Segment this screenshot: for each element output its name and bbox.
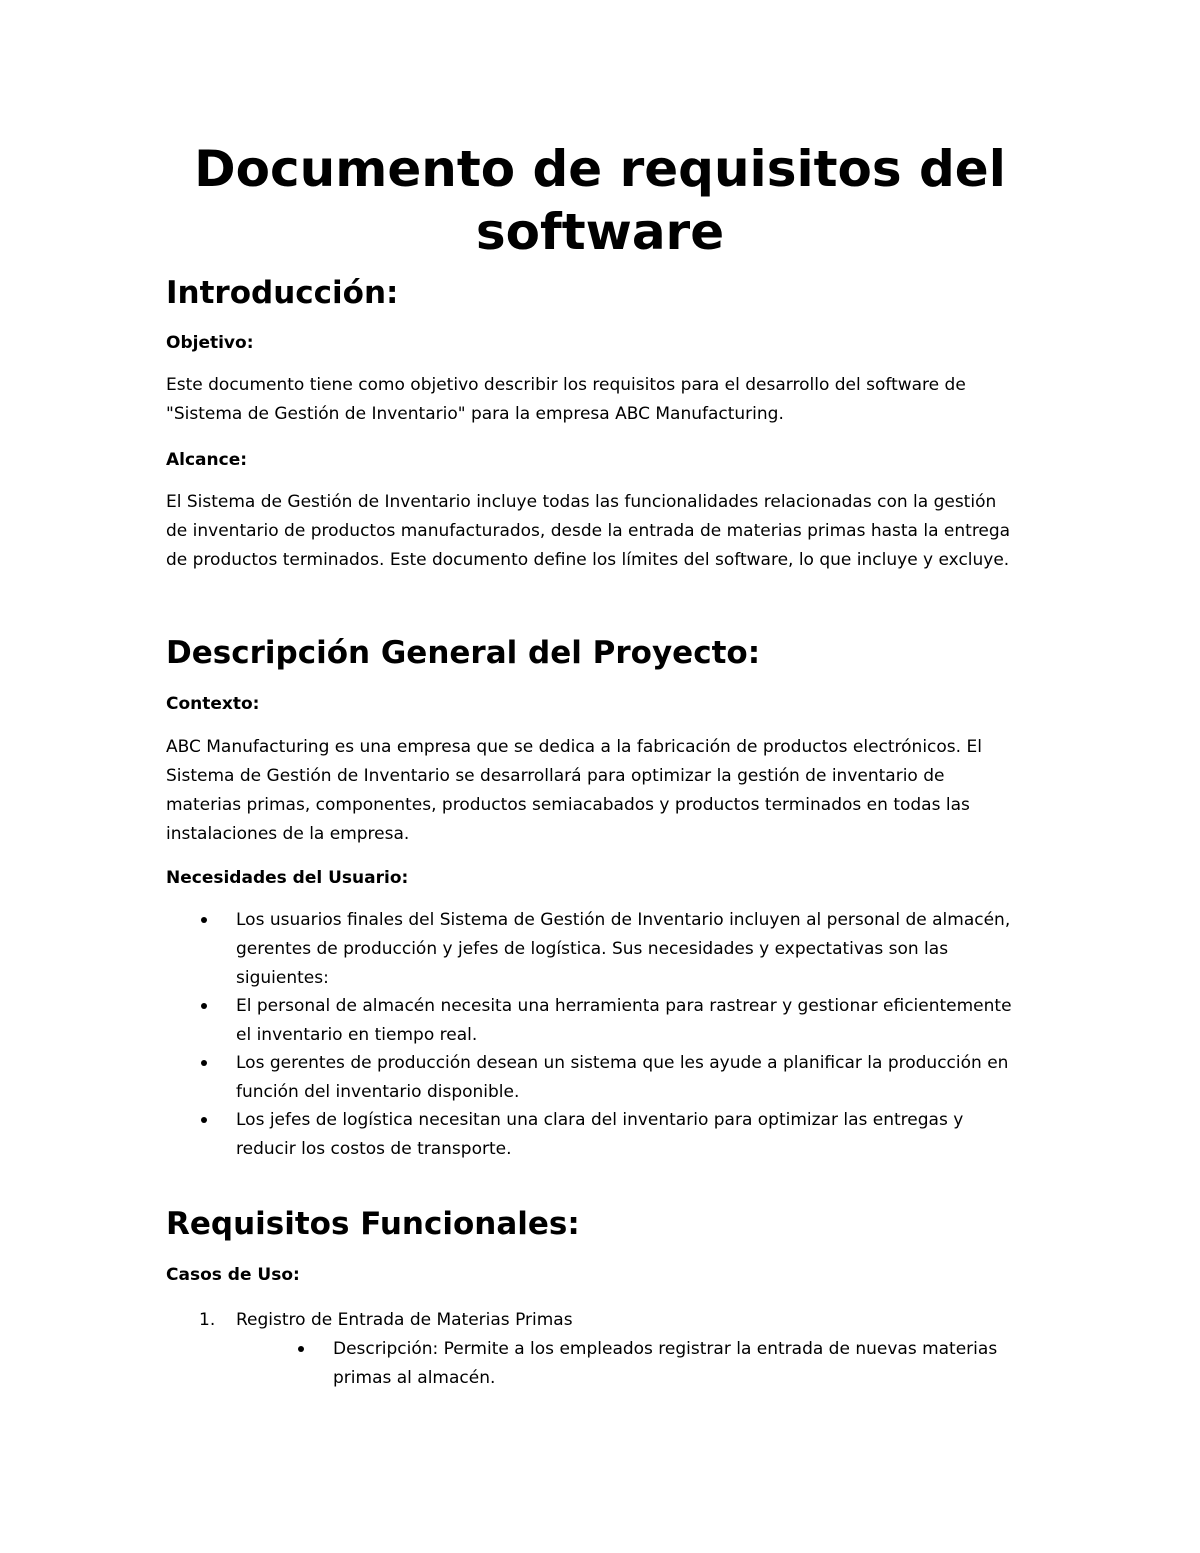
user-need-line: Los usuarios finales del Sistema de Gestión de Inventario incluyen al personal de almacén, — [236, 910, 1011, 930]
use-case-title: Registro de Entrada de Materias Primas — [236, 1310, 573, 1330]
user-need-line: el inventario en tiempo real. — [236, 1025, 478, 1045]
user-need-line: reducir los costos de transporte. — [236, 1139, 512, 1159]
bullet-icon — [201, 917, 207, 923]
overview-heading: Descripción General del Proyecto: — [166, 635, 761, 671]
context-line: ABC Manufacturing es una empresa que se dedica a la fabricación de productos electrónicos. El — [166, 737, 982, 757]
user-need-item — [236, 992, 1056, 1050]
objective-paragraph — [166, 371, 1046, 429]
objective-line: Este documento tiene como objetivo describir los requisitos para el desarrollo del software de — [166, 375, 966, 395]
user-need-line: Los jefes de logística necesitan una clara del inventario para optimizar las entregas y — [236, 1110, 964, 1130]
document-title — [0, 138, 1200, 264]
context-line: materias primas, componentes, productos semiacabados y productos terminados en todas las — [166, 795, 970, 815]
document-title-line-1: Documento de requisitos del — [194, 140, 1006, 198]
intro-heading: Introducción: — [166, 275, 399, 311]
scope-line: de productos terminados. Este documento define los límites del software, lo que incluye y excluye. — [166, 550, 1010, 570]
use-case-detail — [333, 1335, 1053, 1393]
user-needs-label: Necesidades del Usuario: — [166, 868, 409, 888]
context-line: instalaciones de la empresa. — [166, 824, 410, 844]
objective-line: "Sistema de Gestión de Inventario" para la empresa ABC Manufacturing. — [166, 404, 784, 424]
user-need-item — [236, 1049, 1056, 1107]
user-need-line: siguientes: — [236, 968, 329, 988]
use-case-detail-line: Descripción: Permite a los empleados registrar la entrada de nuevas materias — [333, 1339, 998, 1359]
use-case-number: 1. — [199, 1310, 216, 1330]
context-line: Sistema de Gestión de Inventario se desarrollará para optimizar la gestión de inventario de — [166, 766, 945, 786]
use-case-detail-line: primas al almacén. — [333, 1368, 496, 1388]
user-need-item — [236, 1106, 1056, 1164]
bullet-icon — [201, 1117, 207, 1123]
scope-label: Alcance: — [166, 450, 248, 470]
use-cases-label: Casos de Uso: — [166, 1265, 300, 1285]
context-label: Contexto: — [166, 694, 260, 714]
bullet-icon — [201, 1003, 207, 1009]
user-need-line: gerentes de producción y jefes de logística. Sus necesidades y expectativas son las — [236, 939, 949, 959]
document-title-line-2: software — [475, 203, 725, 261]
scope-paragraph — [166, 488, 1046, 575]
scope-line: El Sistema de Gestión de Inventario incluye todas las funcionalidades relacionadas con la gestión — [166, 492, 997, 512]
bullet-icon — [298, 1346, 304, 1352]
user-need-line: El personal de almacén necesita una herramienta para rastrear y gestionar eficientemente — [236, 996, 1012, 1016]
user-need-line: función del inventario disponible. — [236, 1082, 520, 1102]
user-need-item — [236, 906, 1056, 993]
objective-label: Objetivo: — [166, 333, 254, 353]
functional-heading: Requisitos Funcionales: — [166, 1206, 580, 1242]
scope-line: de inventario de productos manufacturados, desde la entrada de materias primas hasta la entrega — [166, 521, 1011, 541]
user-need-line: Los gerentes de producción desean un sistema que les ayude a planificar la producción en — [236, 1053, 1009, 1073]
context-paragraph — [166, 733, 1046, 849]
bullet-icon — [201, 1060, 207, 1066]
